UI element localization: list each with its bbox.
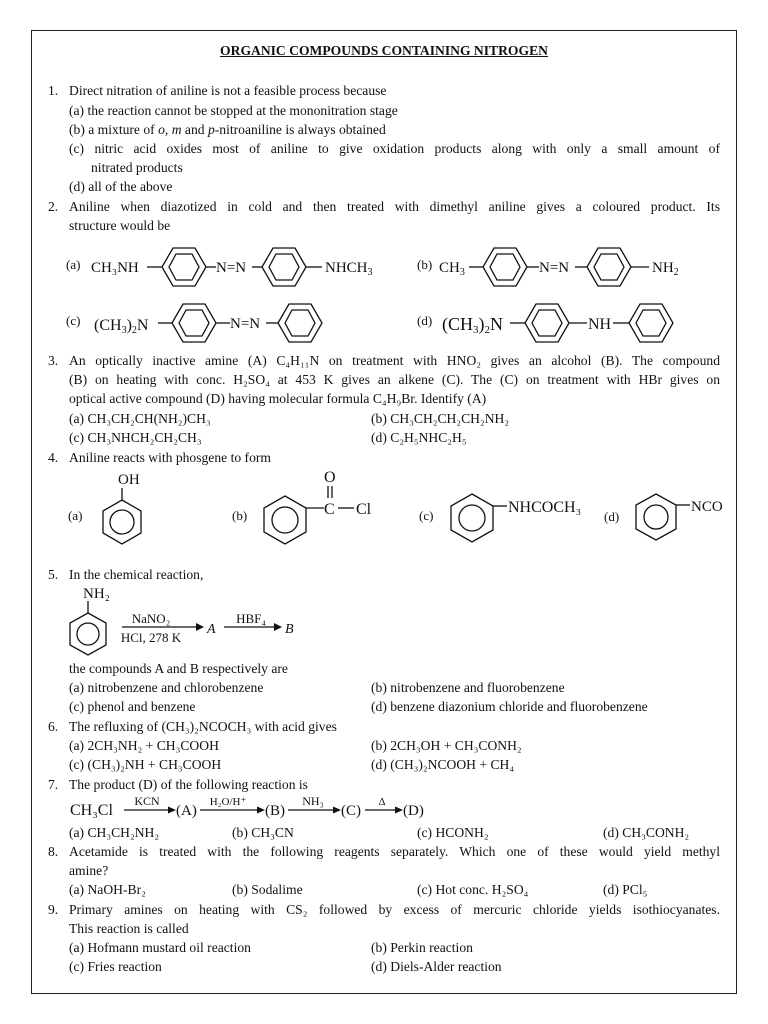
svg-text:(d): (d) <box>417 313 433 328</box>
option-5a: (a) nitrobenzene and chlorobenzene <box>69 680 264 695</box>
option-5b: (b) nitrobenzene and fluorobenzene <box>371 680 565 695</box>
option-8a: (a) NaOH-Br₂ <box>69 882 146 897</box>
svg-text:N=N: N=N <box>230 316 261 332</box>
question-number: 9. <box>48 902 59 917</box>
structure-4d-phenyl-isocyanate <box>602 478 742 548</box>
option-6c: (c) (CH₃)₂NH + CH₃COOH <box>69 757 222 772</box>
reaction-scheme-7 <box>68 793 468 823</box>
question-4-text: Aniline reacts with phosgene to form <box>69 450 271 465</box>
structure-2d <box>417 296 717 350</box>
question-9-line2: This reaction is called <box>69 921 189 936</box>
structure-4c-acetanilide <box>417 478 607 548</box>
svg-text:(B): (B) <box>265 803 285 819</box>
question-6-text: The refluxing of (CH₃)₂NCOCH₃ with acid gives <box>69 719 337 734</box>
option-label: (a) <box>66 257 81 272</box>
structure-2a <box>66 240 373 294</box>
option-1c-line2: nitrated products <box>91 160 183 175</box>
option-6a: (a) 2CH₃NH₂ + CH₃COOH <box>69 738 219 753</box>
svg-text:CH3: $CH_3$ <box>439 260 465 278</box>
svg-text:NHCOCH₃: NHCOCH₃ <box>508 499 582 516</box>
structure-2c <box>66 296 366 350</box>
svg-text:(CH3)2N: (CH3)2N <box>442 314 503 336</box>
svg-text:(D): (D) <box>403 803 424 819</box>
option-1d: (d) all of the above <box>69 179 173 194</box>
svg-text:CH₃Cl: CH₃Cl <box>70 802 113 819</box>
question-number: 5. <box>48 567 59 582</box>
svg-text:NH₂: NH₂ <box>83 586 110 602</box>
question-5-tail: the compounds A and B respectively are <box>69 661 288 676</box>
page-title: ORGANIC COMPOUNDS CONTAINING NITROGEN <box>220 43 548 58</box>
svg-text:NCO: NCO <box>691 499 723 515</box>
question-9-line1: Primary amines on heating with CS₂ followed by excess of mercuric chloride yields isothiocyanates. <box>69 902 720 917</box>
svg-text:B: B <box>285 622 294 637</box>
benzene-ring <box>636 494 676 540</box>
option-5d: (d) benzene diazonium chloride and fluorobenzene <box>371 699 648 714</box>
svg-text:Δ: Δ <box>378 796 386 808</box>
question-number: 8. <box>48 844 59 859</box>
question-8-line2: amine? <box>69 863 109 878</box>
question-number: 7. <box>48 777 59 792</box>
option-7b: (b) CH₃CN <box>232 825 294 840</box>
option-3c: (c) CH₃NHCH₂CH₂CH₃ <box>69 430 202 445</box>
question-number: 4. <box>48 450 59 465</box>
svg-text:(b): (b) <box>417 257 433 272</box>
structure-4b-benzoyl-chloride <box>230 468 390 548</box>
svg-text:A: A <box>207 622 216 637</box>
option-5c: (c) phenol and benzene <box>69 699 196 714</box>
benzene-ring <box>70 613 106 655</box>
svg-text:(a): (a) <box>68 508 83 523</box>
reaction-scheme-5 <box>66 583 316 663</box>
question-number: 6. <box>48 719 59 734</box>
question-1-text: Direct nitration of aniline is not a feasible process because <box>69 83 387 98</box>
structure-2b <box>417 240 717 294</box>
option-1a: (a) the reaction cannot be stopped at the mononitration stage <box>69 103 398 118</box>
svg-text:Cl: Cl <box>356 501 372 518</box>
svg-text:HBF₄: HBF₄ <box>236 611 266 626</box>
svg-text:(c): (c) <box>66 313 81 328</box>
structure-4a-phenol <box>66 468 166 548</box>
option-6d: (d) (CH₃)₂NCOOH + CH₄ <box>371 757 515 772</box>
question-2-line1: Aniline when diazotized in cold and then treated with dimethyl aniline gives a coloured product. Its <box>69 199 720 214</box>
svg-text:NHCH3: $NHCH_3$ <box>325 260 373 278</box>
svg-text:(C): (C) <box>341 803 361 819</box>
svg-text:N=N: N=N <box>539 260 570 276</box>
option-9a: (a) Hofmann mustard oil reaction <box>69 940 251 955</box>
svg-text:NH2: $NH_2$ <box>652 260 679 278</box>
option-8c: (c) Hot conc. H₂SO₄ <box>417 882 529 897</box>
question-number: 3. <box>48 353 59 368</box>
option-1b: (b) a mixture of o, m and p-nitroaniline is always obtained <box>69 122 386 137</box>
svg-text:NH: NH <box>588 316 612 333</box>
question-3-line2: (B) on heating with conc. H₂SO₄ at 453 K gives an alkene (C). The (C) on treatment with HBr gives on <box>69 372 720 387</box>
svg-text:NH₃: NH₃ <box>302 794 324 808</box>
benzene-ring <box>451 494 493 542</box>
svg-text:C: C <box>324 501 335 518</box>
svg-text:NaNO₂: NaNO₂ <box>131 611 171 626</box>
svg-text:O: O <box>324 469 336 486</box>
option-9b: (b) Perkin reaction <box>371 940 473 955</box>
svg-text:(d): (d) <box>604 509 620 524</box>
question-3-line3: optical active compound (D) having molecular formula C₄H₉Br. Identify (A) <box>69 391 487 406</box>
option-9d: (d) Diels-Alder reaction <box>371 959 502 974</box>
svg-text:HCl, 278 K: HCl, 278 K <box>120 630 182 645</box>
question-5-text: In the chemical reaction, <box>69 567 204 582</box>
option-6b: (b) 2CH₃OH + CH₃CONH₂ <box>371 738 522 753</box>
option-1c-line1: (c) nitric acid oxides most of aniline to give oxidation products along with only a small amount of <box>69 141 720 156</box>
option-3b: (b) CH₃CH₂CH₂CH₂NH₂ <box>371 411 510 426</box>
option-7c: (c) HCONH₂ <box>417 825 489 840</box>
question-number: 2. <box>48 199 59 214</box>
option-9c: (c) Fries reaction <box>69 959 162 974</box>
benzene-ring <box>103 500 141 544</box>
question-8-line1: Acetamide is treated with the following reagents separately. Which one of these would yield methyl <box>69 844 720 859</box>
option-3d: (d) C₂H₅NHC₂H₅ <box>371 430 467 445</box>
svg-text:(A): (A) <box>176 803 197 819</box>
question-2-line2: structure would be <box>69 218 171 233</box>
svg-text:N=N: N=N <box>216 260 247 276</box>
option-8b: (b) Sodalime <box>232 882 303 897</box>
svg-text:CH₃NH: CH₃NH <box>91 260 139 276</box>
svg-text:KCN: KCN <box>134 794 160 808</box>
option-8d: (d) PCl₅ <box>603 882 648 897</box>
svg-text:(CH3)2N: (CH3)2N <box>94 317 149 336</box>
question-3-line1: An optically inactive amine (A) C₄H₁₁N on treatment with HNO₂ gives an alcohol (B). The compound <box>69 353 720 368</box>
option-3a: (a) CH₃CH₂CH(NH₂)CH₃ <box>69 411 211 426</box>
svg-text:(b): (b) <box>232 508 248 523</box>
svg-text:H₂O/H⁺: H₂O/H⁺ <box>209 796 247 808</box>
question-number: 1. <box>48 83 59 98</box>
option-7a: (a) CH₃CH₂NH₂ <box>69 825 160 840</box>
option-7d: (d) CH₃CONH₂ <box>603 825 690 840</box>
svg-text:OH: OH <box>118 472 140 488</box>
svg-text:(c): (c) <box>419 508 434 523</box>
benzene-ring <box>264 496 306 544</box>
question-7-text: The product (D) of the following reaction is <box>69 777 308 792</box>
